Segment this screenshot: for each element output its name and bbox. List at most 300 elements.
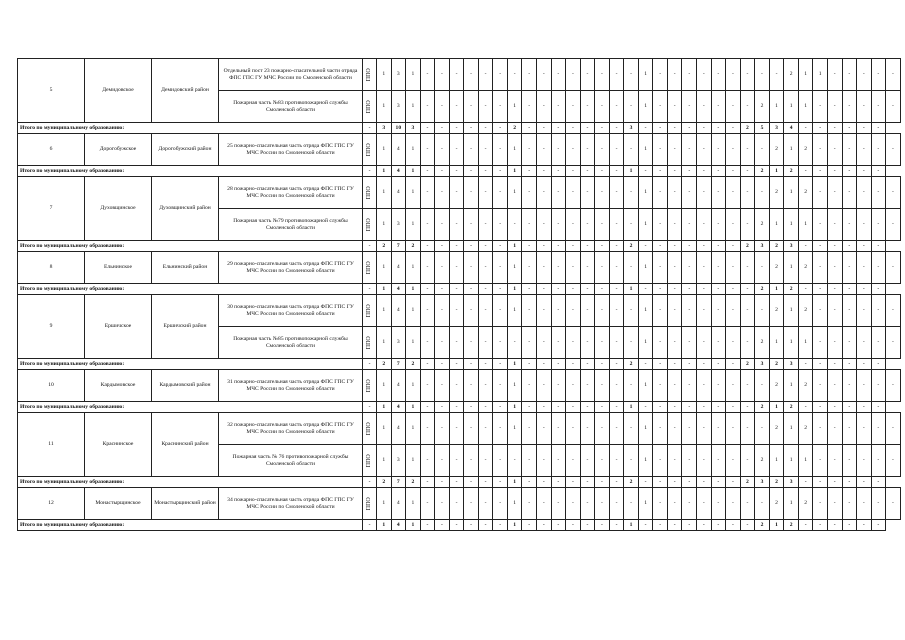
- total-value-cell: -: [653, 123, 668, 134]
- unit-name: 25 пожарно-спасательная часть отряда ФПС ГПС ГУ МЧС России по Смоленской области: [219, 134, 363, 166]
- total-value-cell: -: [842, 166, 857, 177]
- value-cell: -: [726, 488, 741, 520]
- total-value-cell: -: [420, 166, 435, 177]
- value-cell: 1: [638, 177, 653, 209]
- value-cell: -: [595, 488, 610, 520]
- total-value-cell: 2: [755, 166, 770, 177]
- value-cell: -: [478, 327, 493, 359]
- total-value-cell: -: [449, 477, 464, 488]
- value-cell: -: [886, 327, 901, 359]
- value-cell: -: [435, 59, 450, 91]
- value-cell: -: [653, 488, 668, 520]
- value-cell: 3: [391, 59, 406, 91]
- total-value-cell: 2: [740, 241, 755, 252]
- value-cell: 2: [798, 413, 813, 445]
- value-cell: -: [464, 295, 479, 327]
- total-value-cell: -: [726, 477, 741, 488]
- total-value-cell: -: [667, 477, 682, 488]
- value-cell: -: [522, 488, 537, 520]
- total-value-cell: -: [682, 477, 697, 488]
- value-cell: -: [464, 370, 479, 402]
- value-cell: -: [653, 177, 668, 209]
- value-cell: 1: [507, 252, 522, 284]
- total-value-cell: -: [566, 123, 581, 134]
- value-cell: -: [755, 177, 770, 209]
- total-value-cell: 2: [755, 284, 770, 295]
- total-value-cell: 7: [391, 477, 406, 488]
- value-cell: -: [464, 445, 479, 477]
- total-value-cell: -: [493, 123, 508, 134]
- total-value-cell: -: [478, 477, 493, 488]
- total-value-cell: -: [493, 284, 508, 295]
- total-value-cell: -: [464, 284, 479, 295]
- total-value-cell: 1: [377, 166, 392, 177]
- value-cell: -: [537, 488, 552, 520]
- value-cell: -: [842, 370, 857, 402]
- value-cell: -: [871, 209, 886, 241]
- value-cell: -: [580, 327, 595, 359]
- unit-type: [363, 488, 377, 520]
- total-value-cell: -: [435, 284, 450, 295]
- value-cell: -: [842, 134, 857, 166]
- total-value-cell: -: [726, 520, 741, 531]
- total-value-cell: -: [595, 520, 610, 531]
- total-value-cell: -: [740, 520, 755, 531]
- value-cell: -: [551, 327, 566, 359]
- total-value-cell: -: [551, 402, 566, 413]
- value-cell: 1: [638, 209, 653, 241]
- value-cell: -: [580, 413, 595, 445]
- unit-type-label: ППО: [365, 68, 372, 81]
- value-cell: -: [522, 327, 537, 359]
- total-value-cell: 1: [624, 402, 639, 413]
- value-cell: -: [886, 134, 901, 166]
- value-cell: -: [886, 209, 901, 241]
- value-cell: -: [667, 370, 682, 402]
- total-value-cell: -: [478, 402, 493, 413]
- value-cell: -: [682, 295, 697, 327]
- total-value-cell: 1: [769, 166, 784, 177]
- value-cell: -: [449, 370, 464, 402]
- value-cell: -: [551, 488, 566, 520]
- total-value-cell: -: [449, 123, 464, 134]
- value-cell: -: [464, 413, 479, 445]
- value-cell: -: [726, 209, 741, 241]
- value-cell: 4: [391, 177, 406, 209]
- total-value-cell: 1: [507, 359, 522, 370]
- total-value-cell: -: [420, 241, 435, 252]
- total-value-cell: -: [537, 123, 552, 134]
- value-cell: -: [449, 134, 464, 166]
- total-value-cell: 2: [406, 359, 421, 370]
- value-cell: -: [566, 177, 581, 209]
- total-value-cell: -: [363, 284, 377, 295]
- total-value-cell: 3: [755, 241, 770, 252]
- table-row: [18, 252, 901, 284]
- value-cell: -: [624, 252, 639, 284]
- value-cell: 2: [798, 295, 813, 327]
- value-cell: -: [478, 59, 493, 91]
- total-value-cell: -: [697, 241, 712, 252]
- value-cell: -: [522, 177, 537, 209]
- total-value-cell: -: [478, 284, 493, 295]
- total-value-cell: -: [653, 166, 668, 177]
- value-cell: -: [566, 59, 581, 91]
- value-cell: -: [420, 445, 435, 477]
- value-cell: -: [726, 327, 741, 359]
- value-cell: -: [537, 445, 552, 477]
- total-value-cell: -: [653, 402, 668, 413]
- value-cell: -: [580, 445, 595, 477]
- value-cell: -: [711, 59, 726, 91]
- total-value-cell: -: [740, 402, 755, 413]
- unit-type: [363, 445, 377, 477]
- value-cell: 3: [391, 445, 406, 477]
- total-value-cell: -: [537, 520, 552, 531]
- total-value-cell: -: [667, 402, 682, 413]
- value-cell: -: [595, 327, 610, 359]
- total-value-cell: -: [638, 123, 653, 134]
- value-cell: 1: [638, 488, 653, 520]
- unit-name: 32 пожарно-спасательная часть отряда ФПС ГПС ГУ МЧС России по Смоленской области: [219, 413, 363, 445]
- value-cell: -: [827, 327, 842, 359]
- value-cell: -: [537, 413, 552, 445]
- total-label: Итого по муниципальному образованию:: [18, 284, 363, 295]
- value-cell: 1: [406, 413, 421, 445]
- total-value-cell: -: [871, 359, 886, 370]
- total-value-cell: -: [580, 520, 595, 531]
- total-value-cell: -: [653, 359, 668, 370]
- value-cell: -: [609, 134, 624, 166]
- value-cell: -: [609, 445, 624, 477]
- total-value-cell: 2: [624, 241, 639, 252]
- value-cell: -: [697, 370, 712, 402]
- value-cell: -: [537, 209, 552, 241]
- total-value-cell: -: [697, 402, 712, 413]
- total-value-cell: -: [857, 520, 872, 531]
- total-value-cell: -: [537, 284, 552, 295]
- table-row: [18, 370, 901, 402]
- value-cell: 1: [406, 209, 421, 241]
- total-value-cell: -: [638, 477, 653, 488]
- value-cell: 4: [391, 134, 406, 166]
- total-value-cell: 2: [769, 359, 784, 370]
- total-value-cell: 1: [507, 241, 522, 252]
- value-cell: -: [857, 488, 872, 520]
- value-cell: -: [478, 370, 493, 402]
- value-cell: -: [813, 327, 828, 359]
- total-value-cell: -: [857, 284, 872, 295]
- value-cell: -: [769, 59, 784, 91]
- value-cell: 2: [798, 370, 813, 402]
- value-cell: -: [522, 370, 537, 402]
- value-cell: 2: [769, 413, 784, 445]
- unit-type-label: ППО: [365, 143, 372, 156]
- total-value-cell: -: [537, 241, 552, 252]
- total-value-cell: -: [580, 241, 595, 252]
- total-value-cell: -: [711, 284, 726, 295]
- value-cell: -: [857, 295, 872, 327]
- value-cell: -: [755, 295, 770, 327]
- total-value-cell: -: [697, 284, 712, 295]
- total-value-cell: -: [363, 477, 377, 488]
- total-value-cell: 5: [755, 123, 770, 134]
- value-cell: -: [827, 59, 842, 91]
- total-value-cell: -: [711, 359, 726, 370]
- value-cell: -: [624, 59, 639, 91]
- value-cell: -: [493, 177, 508, 209]
- unit-type-label: ППО: [365, 422, 372, 435]
- total-value-cell: -: [449, 359, 464, 370]
- value-cell: -: [653, 370, 668, 402]
- total-value-cell: 4: [391, 520, 406, 531]
- value-cell: -: [435, 445, 450, 477]
- value-cell: -: [595, 91, 610, 123]
- total-value-cell: -: [609, 402, 624, 413]
- value-cell: -: [740, 134, 755, 166]
- value-cell: -: [842, 488, 857, 520]
- value-cell: 1: [377, 327, 392, 359]
- total-value-cell: -: [609, 359, 624, 370]
- value-cell: -: [653, 295, 668, 327]
- total-row: [18, 359, 901, 370]
- value-cell: -: [886, 370, 901, 402]
- total-value-cell: -: [827, 477, 842, 488]
- total-value-cell: -: [551, 520, 566, 531]
- value-cell: -: [478, 91, 493, 123]
- total-value-cell: -: [871, 402, 886, 413]
- total-value-cell: -: [363, 520, 377, 531]
- total-value-cell: 1: [769, 402, 784, 413]
- value-cell: 1: [377, 134, 392, 166]
- value-cell: -: [886, 59, 901, 91]
- value-cell: -: [667, 252, 682, 284]
- total-value-cell: -: [813, 166, 828, 177]
- value-cell: -: [624, 134, 639, 166]
- value-cell: -: [609, 209, 624, 241]
- total-label: Итого по муниципальному образованию:: [18, 123, 363, 134]
- value-cell: -: [420, 59, 435, 91]
- value-cell: -: [755, 252, 770, 284]
- value-cell: -: [478, 209, 493, 241]
- value-cell: 1: [377, 177, 392, 209]
- value-cell: -: [827, 488, 842, 520]
- total-value-cell: 1: [406, 520, 421, 531]
- total-value-cell: -: [435, 241, 450, 252]
- total-value-cell: -: [595, 284, 610, 295]
- value-cell: -: [827, 413, 842, 445]
- value-cell: 4: [391, 370, 406, 402]
- value-cell: 2: [769, 295, 784, 327]
- total-value-cell: 2: [406, 241, 421, 252]
- total-value-cell: -: [638, 284, 653, 295]
- value-cell: -: [537, 370, 552, 402]
- value-cell: -: [653, 252, 668, 284]
- value-cell: 1: [638, 327, 653, 359]
- value-cell: -: [711, 177, 726, 209]
- total-value-cell: 1: [507, 402, 522, 413]
- value-cell: -: [580, 134, 595, 166]
- total-value-cell: -: [551, 241, 566, 252]
- district-name: Дорогобужский район: [152, 134, 219, 166]
- total-value-cell: -: [813, 123, 828, 134]
- total-value-cell: -: [420, 520, 435, 531]
- total-value-cell: 2: [406, 477, 421, 488]
- unit-type-label: ППО: [365, 336, 372, 349]
- total-value-cell: -: [478, 241, 493, 252]
- value-cell: -: [813, 370, 828, 402]
- value-cell: -: [624, 295, 639, 327]
- value-cell: -: [464, 488, 479, 520]
- value-cell: -: [813, 209, 828, 241]
- value-cell: -: [697, 445, 712, 477]
- total-row: [18, 284, 901, 295]
- value-cell: 1: [377, 295, 392, 327]
- total-value-cell: -: [522, 402, 537, 413]
- value-cell: -: [624, 327, 639, 359]
- value-cell: -: [551, 413, 566, 445]
- value-cell: -: [755, 488, 770, 520]
- value-cell: -: [537, 295, 552, 327]
- total-value-cell: -: [740, 284, 755, 295]
- value-cell: 4: [391, 252, 406, 284]
- value-cell: -: [420, 252, 435, 284]
- value-cell: -: [493, 134, 508, 166]
- value-cell: 1: [377, 91, 392, 123]
- value-cell: 1: [784, 327, 799, 359]
- value-cell: -: [871, 327, 886, 359]
- value-cell: -: [682, 413, 697, 445]
- total-value-cell: -: [478, 166, 493, 177]
- total-value-cell: -: [537, 359, 552, 370]
- total-label: Итого по муниципальному образованию:: [18, 520, 363, 531]
- value-cell: -: [522, 295, 537, 327]
- total-value-cell: -: [857, 166, 872, 177]
- unit-type-label: ППО: [365, 304, 372, 317]
- total-value-cell: -: [566, 402, 581, 413]
- value-cell: -: [726, 177, 741, 209]
- value-cell: -: [871, 134, 886, 166]
- value-cell: -: [667, 445, 682, 477]
- total-row: [18, 123, 901, 134]
- value-cell: -: [871, 370, 886, 402]
- value-cell: 1: [798, 59, 813, 91]
- value-cell: -: [667, 59, 682, 91]
- value-cell: 1: [784, 91, 799, 123]
- value-cell: -: [478, 252, 493, 284]
- total-value-cell: -: [682, 241, 697, 252]
- value-cell: -: [667, 488, 682, 520]
- value-cell: 1: [406, 134, 421, 166]
- value-cell: -: [580, 177, 595, 209]
- value-cell: -: [566, 370, 581, 402]
- total-value-cell: -: [566, 241, 581, 252]
- value-cell: 1: [406, 488, 421, 520]
- row-number: 10: [18, 370, 85, 402]
- value-cell: -: [566, 445, 581, 477]
- unit-type: [363, 91, 377, 123]
- value-cell: -: [726, 370, 741, 402]
- value-cell: -: [813, 177, 828, 209]
- value-cell: -: [697, 91, 712, 123]
- total-value-cell: -: [435, 123, 450, 134]
- total-value-cell: -: [551, 123, 566, 134]
- value-cell: -: [697, 327, 712, 359]
- value-cell: 1: [784, 488, 799, 520]
- value-cell: -: [697, 177, 712, 209]
- value-cell: 1: [784, 252, 799, 284]
- total-value-cell: 1: [507, 284, 522, 295]
- value-cell: 1: [406, 370, 421, 402]
- value-cell: -: [420, 91, 435, 123]
- value-cell: 1: [769, 327, 784, 359]
- total-value-cell: 2: [769, 241, 784, 252]
- total-value-cell: 3: [755, 359, 770, 370]
- total-value-cell: -: [667, 359, 682, 370]
- value-cell: -: [449, 252, 464, 284]
- value-cell: -: [507, 209, 522, 241]
- value-cell: 3: [391, 91, 406, 123]
- value-cell: -: [682, 252, 697, 284]
- value-cell: -: [755, 59, 770, 91]
- value-cell: 1: [406, 177, 421, 209]
- total-value-cell: -: [566, 520, 581, 531]
- value-cell: 1: [507, 177, 522, 209]
- total-value-cell: -: [653, 241, 668, 252]
- settlement-name: Монастырщинское: [85, 488, 152, 520]
- value-cell: -: [595, 177, 610, 209]
- total-value-cell: 1: [377, 402, 392, 413]
- total-value-cell: -: [827, 123, 842, 134]
- total-value-cell: -: [798, 359, 813, 370]
- value-cell: -: [609, 91, 624, 123]
- value-cell: 1: [638, 413, 653, 445]
- total-value-cell: -: [667, 241, 682, 252]
- value-cell: -: [886, 413, 901, 445]
- total-value-cell: 3: [784, 359, 799, 370]
- value-cell: -: [682, 445, 697, 477]
- total-row: [18, 520, 901, 531]
- total-value-cell: -: [537, 477, 552, 488]
- total-row: [18, 166, 901, 177]
- unit-name: 31 пожарно-спасательная часть отряда ФПС ГПС ГУ МЧС России по Смоленской области: [219, 370, 363, 402]
- value-cell: 1: [638, 295, 653, 327]
- total-value-cell: -: [638, 166, 653, 177]
- total-value-cell: -: [609, 520, 624, 531]
- unit-type: [363, 252, 377, 284]
- value-cell: -: [740, 295, 755, 327]
- total-value-cell: -: [871, 166, 886, 177]
- value-cell: 2: [755, 445, 770, 477]
- value-cell: -: [522, 252, 537, 284]
- value-cell: -: [697, 295, 712, 327]
- value-cell: 1: [813, 59, 828, 91]
- total-value-cell: -: [667, 166, 682, 177]
- value-cell: -: [667, 295, 682, 327]
- total-value-cell: 1: [507, 520, 522, 531]
- value-cell: -: [420, 370, 435, 402]
- value-cell: -: [653, 91, 668, 123]
- total-value-cell: -: [580, 284, 595, 295]
- total-value-cell: 2: [784, 520, 799, 531]
- total-value-cell: 3: [406, 123, 421, 134]
- total-value-cell: -: [363, 241, 377, 252]
- table-row: [18, 413, 901, 445]
- value-cell: -: [493, 91, 508, 123]
- value-cell: 2: [784, 59, 799, 91]
- value-cell: -: [697, 252, 712, 284]
- value-cell: 1: [784, 295, 799, 327]
